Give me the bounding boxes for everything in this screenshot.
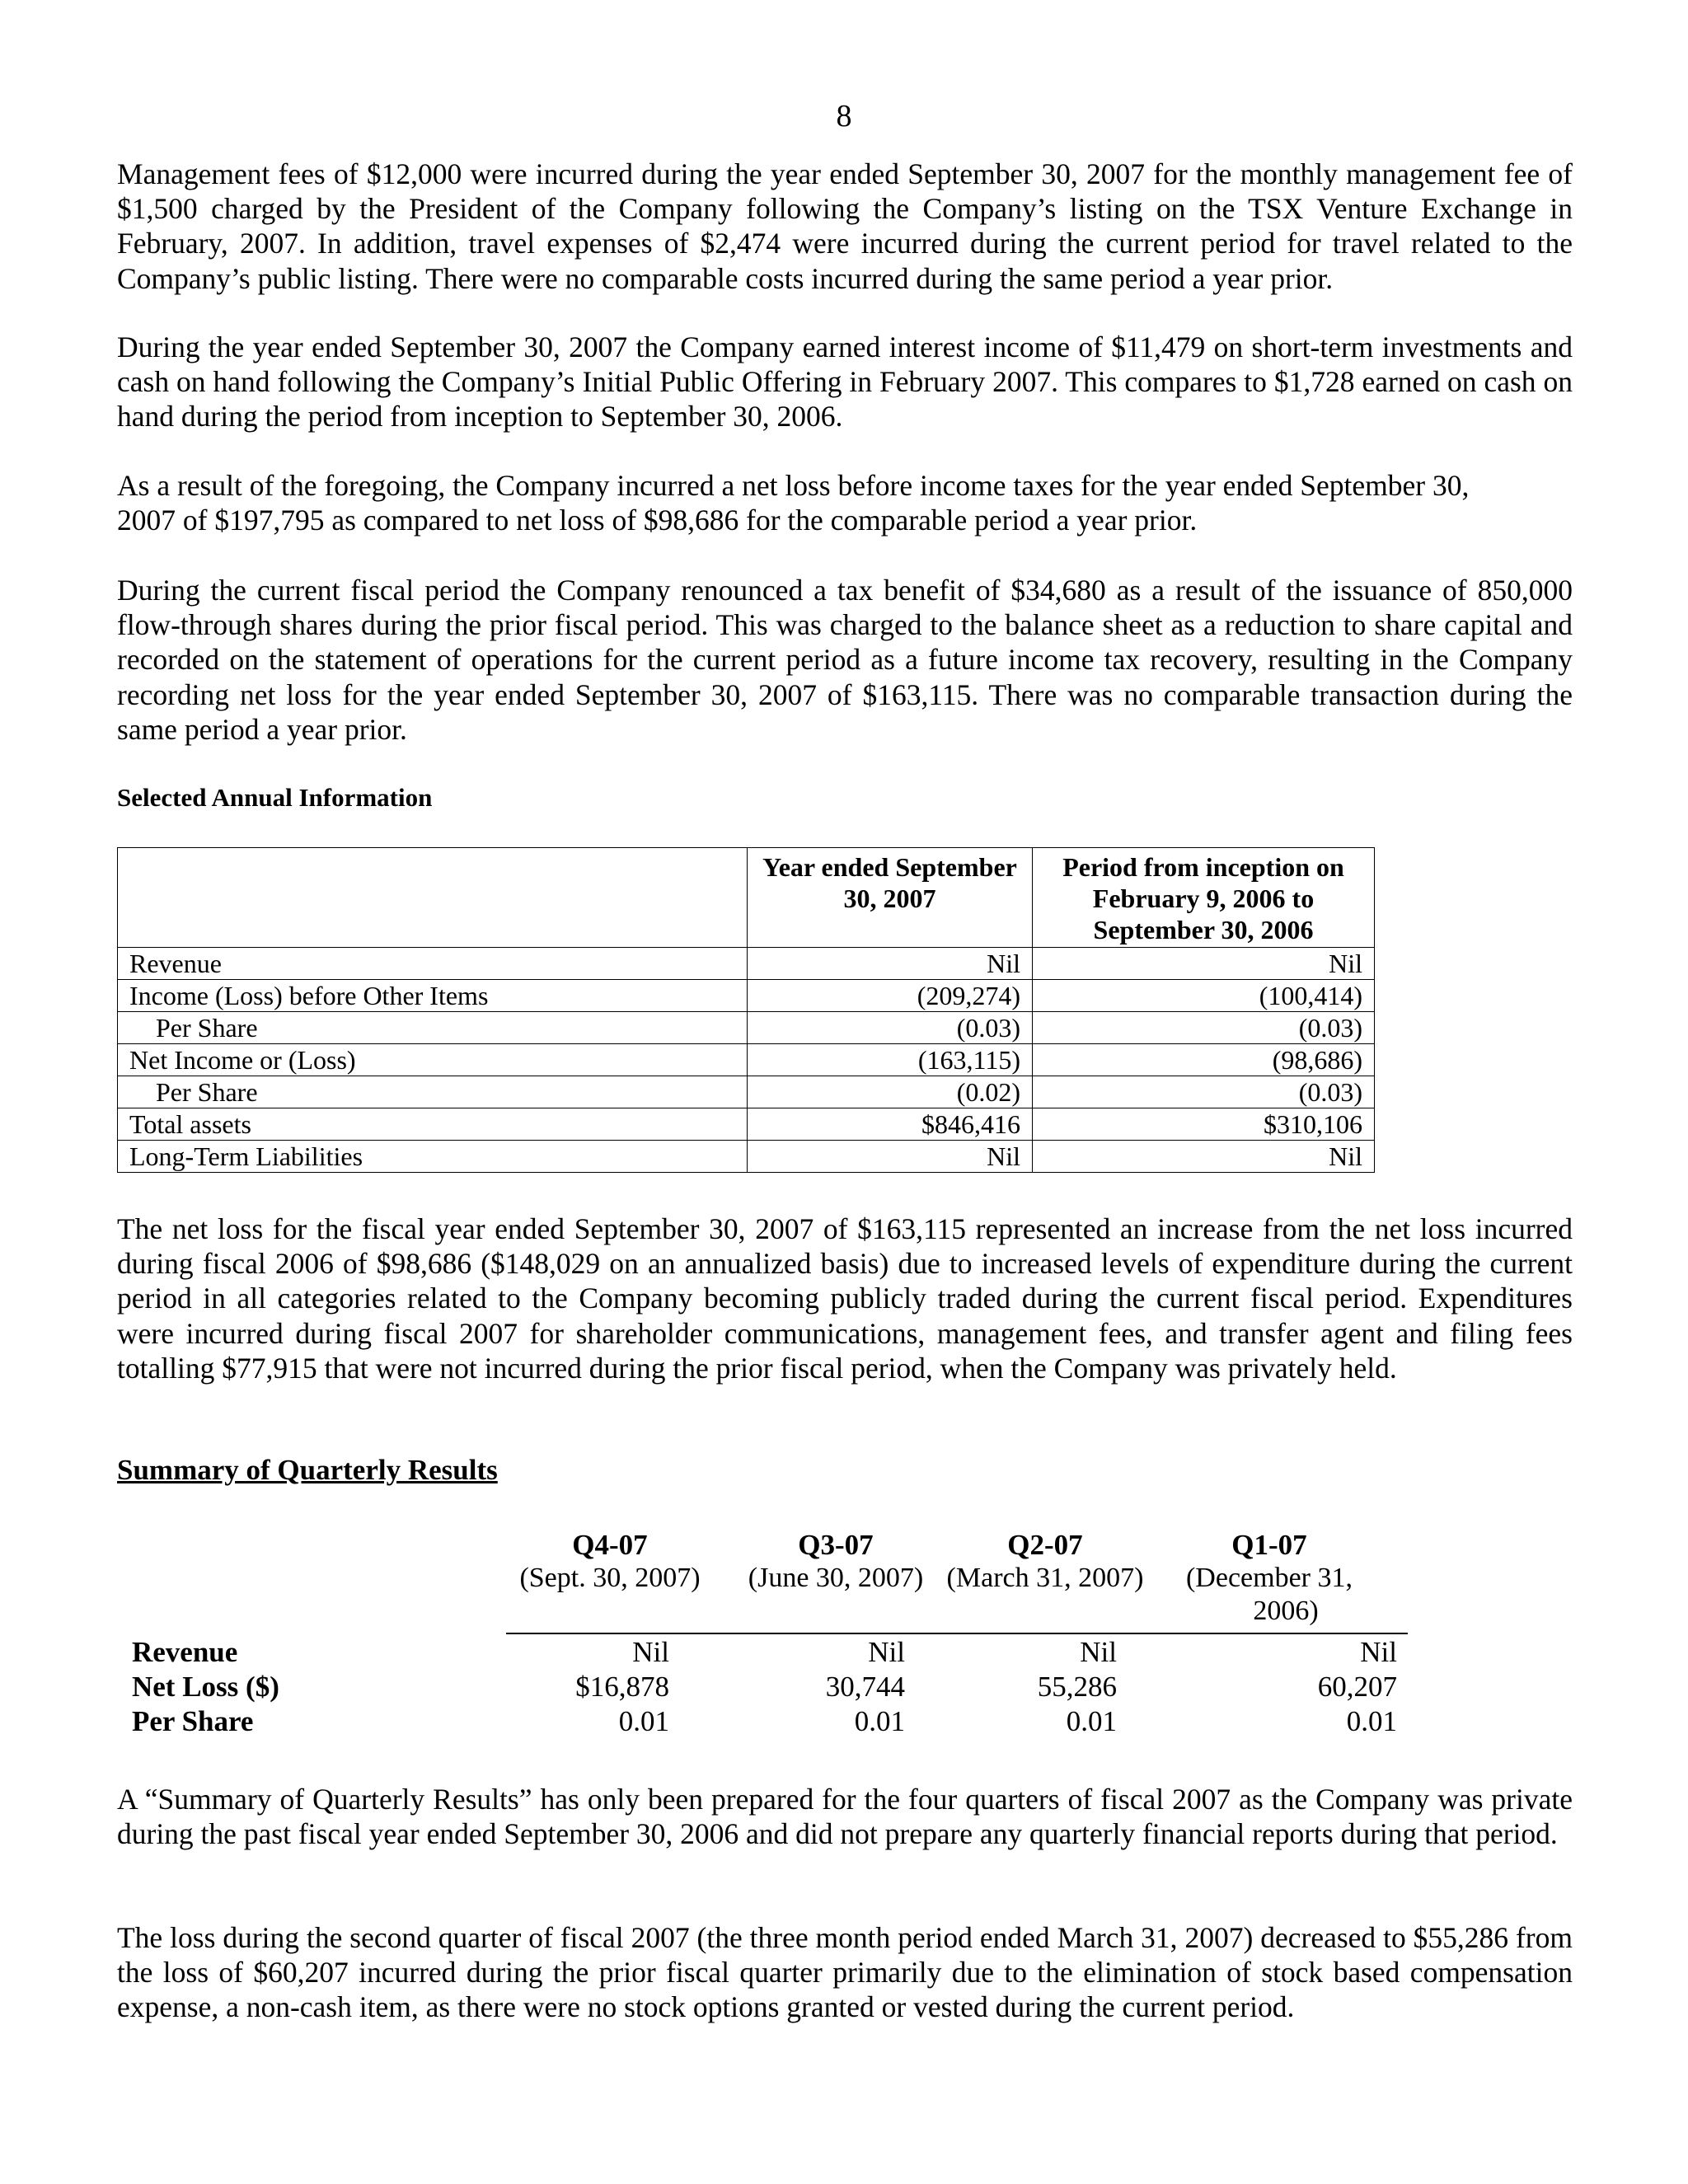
quarter-date: 2006) — [1253, 1596, 1319, 1626]
quarter-title: Q4-07 — [572, 1529, 648, 1561]
quarter-date: (December 31, — [1185, 1563, 1353, 1593]
cell-revenue-q1: Nil — [1360, 1636, 1397, 1668]
row-label: Long-Term Liabilities — [118, 1141, 748, 1173]
table-row — [118, 1108, 1375, 1141]
quarter-date: (Sept. 30, 2007) — [519, 1563, 701, 1593]
quarter-title: Q3-07 — [798, 1529, 874, 1561]
column-header-q2 — [930, 1529, 1160, 1595]
cell-value-2007: Nil — [748, 948, 1033, 980]
quarter-date: (June 30, 2007) — [748, 1563, 924, 1593]
cell-per-share-q4: 0.01 — [618, 1705, 669, 1737]
cell-value-2006: (0.03) — [1033, 1076, 1375, 1108]
column-header-q4 — [495, 1529, 725, 1595]
row-label: Net Income or (Loss) — [118, 1044, 748, 1076]
paragraph-net-loss-comparison: The net loss for the fiscal year ended September 30, 2007 of $163,115 represented an increase from the net loss incurred during fiscal 2006 of $98,686 ($148,029 on an annualized basis) due to increased levels of expenditure during the current period in all categories related to the Company becoming publicly traded during the current fiscal period. Expenditures were incurred during fiscal 2007 for shareholder communications, management fees, and transfer agent and filing fees totalling $77,915 that were not incurred during the prior fiscal period, when the Company was privately held. — [117, 1212, 1573, 1385]
table-header-row — [118, 848, 1375, 948]
paragraph-line: 2007 of $197,795 as compared to net loss of $98,686 for the comparable period a year prior. — [117, 504, 1198, 537]
row-label-net-loss: Net Loss ($) — [132, 1671, 279, 1703]
cell-value-2006: $310,106 — [1033, 1108, 1375, 1141]
column-header-q3 — [729, 1529, 943, 1595]
cell-value-2006: (0.03) — [1033, 1012, 1375, 1044]
paragraph-net-loss-before-taxes — [117, 468, 1573, 537]
quarter-title: Q2-07 — [1007, 1529, 1083, 1561]
table-header-empty — [118, 848, 748, 948]
cell-value-2007: (0.03) — [748, 1012, 1033, 1044]
cell-revenue-q2: Nil — [1080, 1636, 1117, 1668]
cell-per-share-q3: 0.01 — [854, 1705, 905, 1737]
paragraph-interest-income: During the year ended September 30, 2007 the Company earned interest income of $11,479 on short-term investments and cash on hand following the Company’s Initial Public Offering in February 2007. This compares to $1,728 earned on cash on hand during the period from inception to September 30, 2006. — [117, 330, 1573, 434]
table-row — [118, 980, 1375, 1012]
row-label: Per Share — [118, 1012, 748, 1044]
cell-value-2006: Nil — [1033, 1141, 1375, 1173]
section-heading-quarterly: Summary of Quarterly Results — [117, 1454, 498, 1486]
table-row — [118, 1044, 1375, 1076]
annual-information-table — [117, 847, 1375, 1173]
column-header-period-2006: Period from inception on February 9, 2006 to September 30, 2006 — [1033, 848, 1375, 948]
table-row — [118, 1012, 1375, 1044]
row-label: Income (Loss) before Other Items — [118, 980, 748, 1012]
section-heading-annual: Selected Annual Information — [117, 783, 433, 812]
cell-net-loss-q2: 55,286 — [1037, 1671, 1117, 1703]
cell-net-loss-q4: $16,878 — [575, 1671, 669, 1703]
cell-value-2006: Nil — [1033, 948, 1375, 980]
cell-revenue-q4: Nil — [632, 1636, 669, 1668]
paragraph-tax-benefit: During the current fiscal period the Company renounced a tax benefit of $34,680 as a result of the issuance of 850,000 flow-through shares during the prior fiscal period. This was charged to the balance sheet as a reduction to share capital and recorded on the statement of operations for the current period as a future income tax recovery, resulting in the Company recording net loss for the year ended September 30, 2007 of $163,115. There was no comparable transaction during the same period a year prior. — [117, 574, 1573, 746]
quarter-date: (March 31, 2007) — [946, 1563, 1144, 1593]
row-label: Total assets — [118, 1108, 748, 1141]
cell-value-2007: $846,416 — [748, 1108, 1033, 1141]
header-rule — [506, 1633, 1408, 1634]
cell-value-2007: Nil — [748, 1141, 1033, 1173]
page-number: 8 — [836, 99, 852, 134]
row-label: Revenue — [118, 948, 748, 980]
cell-net-loss-q3: 30,744 — [825, 1671, 905, 1703]
column-header-year-2007: Year ended September 30, 2007 — [748, 848, 1033, 948]
cell-value-2006: (98,686) — [1033, 1044, 1375, 1076]
row-label-per-share: Per Share — [132, 1705, 254, 1737]
cell-value-2007: (163,115) — [748, 1044, 1033, 1076]
paragraph-second-quarter-loss: The loss during the second quarter of fiscal 2007 (the three month period ended March 31, 2007) decreased to $55,286 from the loss of $60,207 incurred during the prior fiscal quarter primarily due to the elimination of stock based compensation expense, a non-cash item, as there were no stock options granted or vested during the current period. — [117, 1921, 1573, 2024]
table-row — [118, 1076, 1375, 1108]
column-header-q1 — [1170, 1529, 1368, 1628]
quarter-title: Q1-07 — [1231, 1529, 1307, 1561]
row-label-revenue: Revenue — [132, 1636, 238, 1668]
cell-value-2007: (209,274) — [748, 980, 1033, 1012]
cell-revenue-q3: Nil — [868, 1636, 905, 1668]
cell-per-share-q2: 0.01 — [1066, 1705, 1117, 1737]
cell-per-share-q1: 0.01 — [1346, 1705, 1397, 1737]
cell-value-2006: (100,414) — [1033, 980, 1375, 1012]
table-row — [118, 1141, 1375, 1173]
paragraph-quarterly-note: A “Summary of Quarterly Results” has only been prepared for the four quarters of fiscal 2007 as the Company was private during the past fiscal year ended September 30, 2006 and did not prepare any quarterly financial reports during that period. — [117, 1783, 1573, 1851]
cell-net-loss-q1: 60,207 — [1317, 1671, 1397, 1703]
row-label: Per Share — [118, 1076, 748, 1108]
paragraph-management-fees: Management fees of $12,000 were incurred during the year ended September 30, 2007 for the monthly management fee of $1,500 charged by the President of the Company following the Company’s listing on the TSX Venture Exchange in February, 2007. In addition, travel expenses of $2,474 were incurred during the current period for travel related to the Company’s public listing. There were no comparable costs incurred during the same period a year prior. — [117, 157, 1573, 295]
table-row — [118, 948, 1375, 980]
cell-value-2007: (0.02) — [748, 1076, 1033, 1108]
paragraph-line: As a result of the foregoing, the Company incurred a net loss before income taxes for the year ended September 30, — [117, 469, 1470, 502]
